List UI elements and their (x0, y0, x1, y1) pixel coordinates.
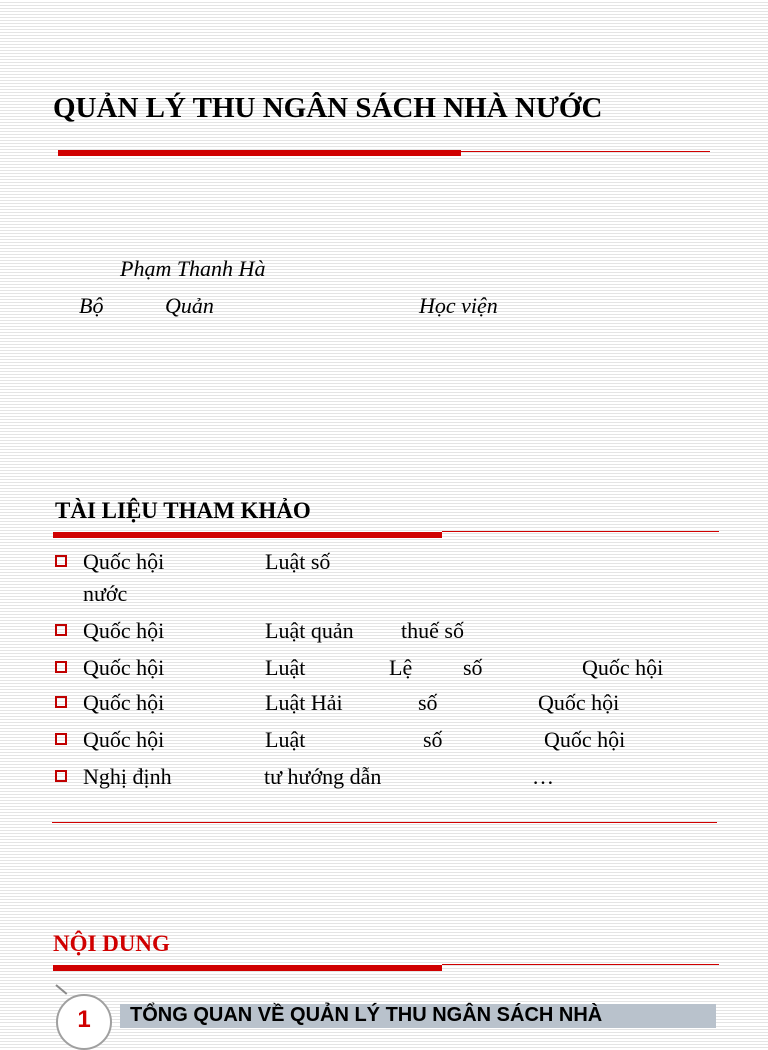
ref-issuer-end: Quốc hội (582, 655, 664, 680)
references-rule-thick (53, 532, 442, 538)
reference-item (55, 690, 735, 720)
reference-item (55, 727, 735, 757)
ref-issuer-end: Quốc hội (538, 690, 620, 715)
bullet-square-icon (55, 733, 67, 745)
bullet-square-icon (55, 770, 67, 782)
ref-number-label: số (463, 655, 483, 680)
ref-issuer: Quốc hội (83, 727, 165, 752)
reference-item (55, 655, 735, 685)
ref-title-part: Lệ (389, 655, 413, 680)
badge-pointer (55, 984, 67, 995)
bullet-square-icon (55, 624, 67, 636)
ref-issuer-end: Quốc hội (544, 727, 626, 752)
references-bottom-rule (52, 822, 717, 823)
references-rule-thin (442, 531, 719, 532)
bullet-square-icon (55, 555, 67, 567)
bullet-square-icon (55, 661, 67, 673)
ref-title: Luật (265, 727, 306, 752)
bullet-square-icon (55, 696, 67, 708)
content-item-title: TỔNG QUAN VỀ QUẢN LÝ THU NGÂN SÁCH NHÀ (130, 1004, 603, 1026)
affiliation-part-3: Học viện (419, 293, 498, 318)
reference-item (55, 618, 735, 648)
title-rule-thin (461, 151, 710, 152)
affiliation-part-1: Bộ (79, 293, 104, 318)
contents-heading: NỘI DUNG (53, 931, 170, 956)
ref-number-label: số (418, 690, 438, 715)
ref-title: Luật Hải (265, 690, 343, 715)
contents-rule-thin (442, 964, 719, 965)
ref-continuation: nước (83, 581, 128, 606)
affiliation-part-2: Quản (165, 293, 214, 318)
document-title: QUẢN LÝ THU NGÂN SÁCH NHÀ NƯỚC (53, 92, 603, 124)
reference-item (55, 764, 735, 794)
ref-issuer: Quốc hội (83, 655, 165, 680)
contents-rule-thick (53, 965, 442, 971)
ref-number-label: số (423, 727, 443, 752)
author-name: Phạm Thanh Hà (120, 256, 266, 281)
reference-item-continuation (55, 581, 735, 611)
reference-item (55, 549, 735, 579)
references-heading: TÀI LIỆU THAM KHẢO (55, 498, 311, 523)
ref-title: Luật (265, 655, 306, 680)
content-item-number-badge: 1 (56, 994, 112, 1050)
ref-ellipsis: … (532, 764, 554, 789)
ref-issuer: Quốc hội (83, 618, 165, 643)
ref-issuer: Quốc hội (83, 690, 165, 715)
ref-issuer: Quốc hội (83, 549, 165, 574)
title-rule-thick (58, 150, 461, 156)
ref-title: Luật số (265, 549, 331, 574)
ref-issuer: Nghị định (83, 764, 172, 789)
ref-title: Luật quản (265, 618, 354, 643)
ref-title-part: thuế số (401, 618, 464, 643)
ref-title: tư hướng dẫn (264, 764, 382, 789)
